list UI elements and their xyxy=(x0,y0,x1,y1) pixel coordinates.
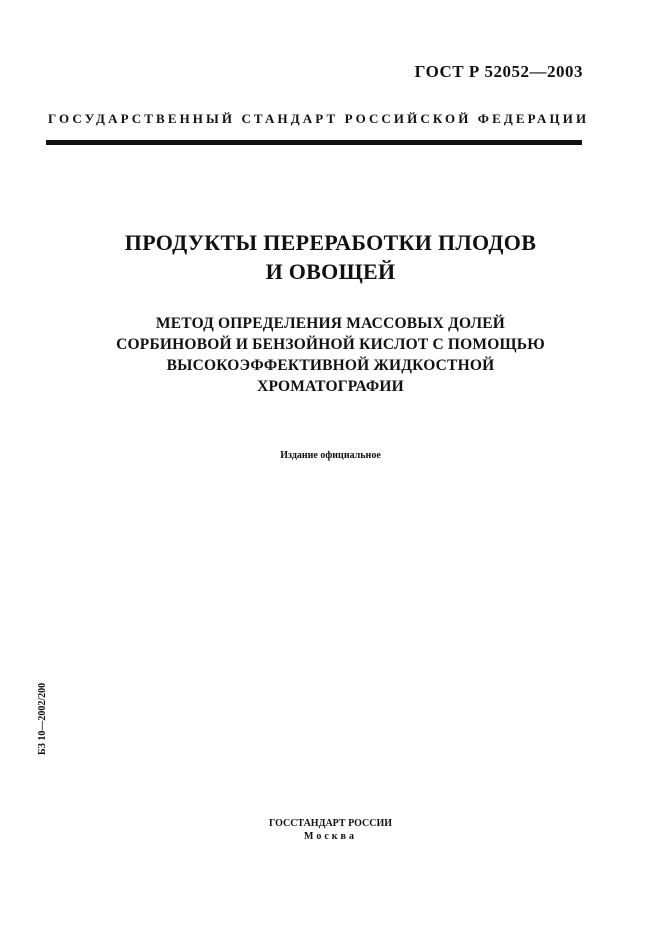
title-line-2: И ОВОЩЕЙ xyxy=(265,259,396,284)
document-subtitle xyxy=(0,313,661,397)
organization-heading: ГОСУДАРСТВЕННЫЙ СТАНДАРТ РОССИЙСКОЙ ФЕДЕРАЦИИ xyxy=(48,111,590,126)
publisher-city: Москва xyxy=(304,831,357,842)
header-divider xyxy=(46,140,582,145)
subtitle-line-2: СОРБИНОВОЙ И БЕНЗОЙНОЙ КИСЛОТ С ПОМОЩЬЮ xyxy=(116,336,545,353)
edition-label: Издание официальное xyxy=(280,450,381,461)
subtitle-line-4: ХРОМАТОГРАФИИ xyxy=(257,378,404,395)
document-title xyxy=(0,228,661,286)
side-code-label: БЗ 10—2002/200 xyxy=(37,682,48,755)
subtitle-line-3: ВЫСОКОЭФФЕКТИВНОЙ ЖИДКОСТНОЙ xyxy=(166,357,495,374)
document-number: ГОСТ Р 52052—2003 xyxy=(414,62,583,81)
publisher-name: ГОССТАНДАРТ РОССИИ xyxy=(268,818,393,829)
title-line-1: ПРОДУКТЫ ПЕРЕРАБОТКИ ПЛОДОВ xyxy=(124,230,537,255)
subtitle-line-1: МЕТОД ОПРЕДЕЛЕНИЯ МАССОВЫХ ДОЛЕЙ xyxy=(155,315,506,332)
